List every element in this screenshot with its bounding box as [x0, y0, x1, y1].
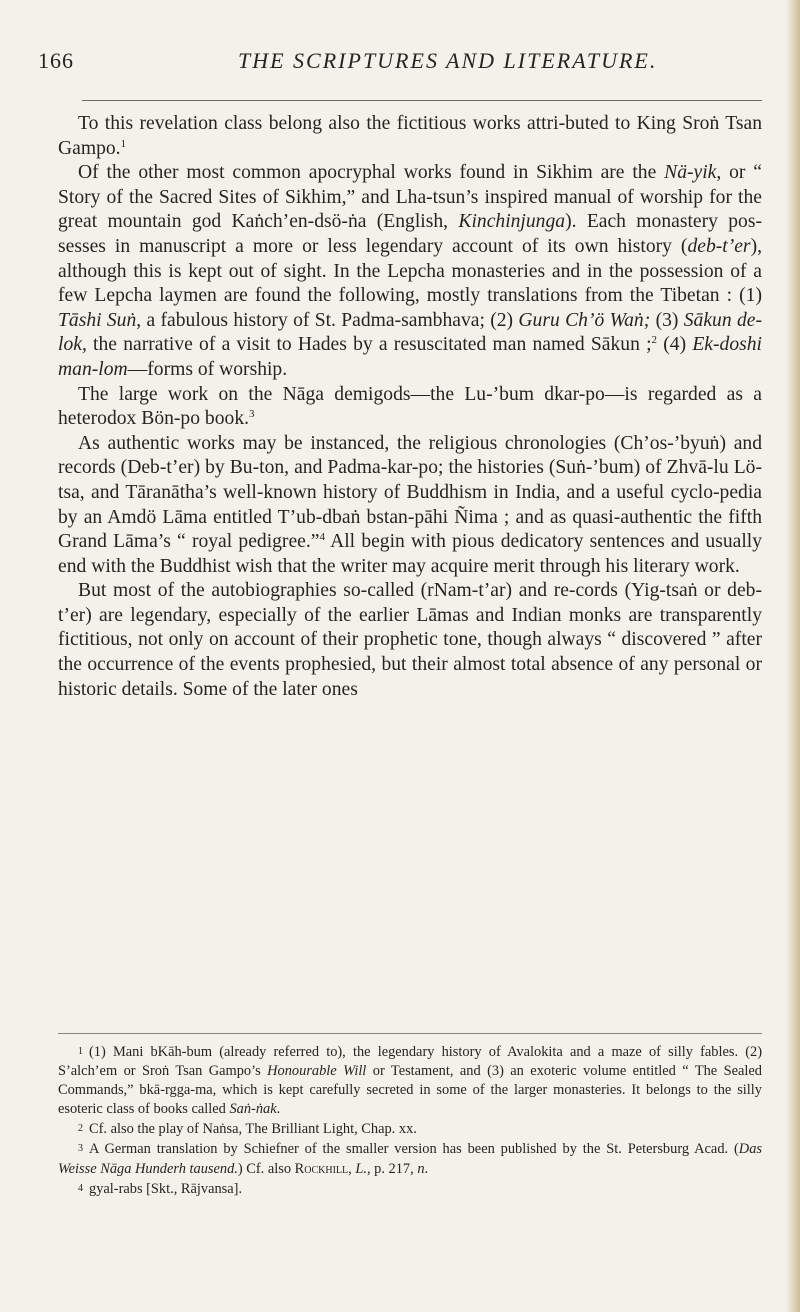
footnote-ref: 1 [120, 137, 127, 150]
footnotes [58, 1042, 762, 1199]
text-run: A German translation by Schiefner of the smaller version has been published by the St. Petersburg Acad. ( [89, 1141, 739, 1158]
title-italic: Nä-yik [664, 162, 717, 184]
footnote-rule [58, 1033, 762, 1034]
author-name: Rockhill [294, 1160, 349, 1177]
text-run: , [348, 1160, 356, 1177]
title-italic: n [417, 1160, 425, 1177]
footnote-number: 2 [78, 1123, 83, 1135]
text-run: All begin with pious dedicatory sentences and usually end with the Buddhist wish that the writer may acquire merit through his literary work. [58, 531, 763, 577]
text-run: , the narrative of a visit to Hades by a resuscitated man named Sākun ; [81, 334, 652, 356]
footnote [58, 1139, 762, 1178]
paragraph [58, 161, 762, 382]
title-italic: Sākun de-lok [58, 309, 762, 356]
text-run: , p. 217, [366, 1160, 418, 1177]
title-italic: Saṅ-ṅak [229, 1101, 277, 1118]
footnote [58, 1042, 762, 1119]
text-run: (1) Mani bKāh-bum (already referred to), the legendary history of Avalokita and a maze of silly fables. (2) S’alch’em or Sroṅ Tsan Gampo’s [58, 1044, 762, 1080]
text-run: . [276, 1101, 281, 1118]
title-italic: Tāshi Suṅ [58, 309, 137, 331]
footnote-number: 1 [78, 1046, 83, 1057]
text-run: ), although this is kept out of sight. In the Lepcha monasteries and in the possession of a few Lepcha laymen are found the following, mostly translations from the Tibetan : (1) [58, 235, 762, 307]
footnote-ref: 3 [249, 408, 255, 421]
footnote-ref: 2 [651, 334, 658, 347]
title-italic: Das Weisse Nāga Hunderh tausend. [58, 1141, 762, 1177]
text-run: , or “ Story of the Sacred Sites of Sikhim,” and Lha-tsun’s inspired manual of worship for the great mountain god Kaṅch’en-dsö-ṅa (English, [58, 162, 762, 233]
text-run: or Testament, and (3) an exoteric volume entitled “ The Sealed Commands,” bkā-rgga-ma, which is kept carefully secreted in some of the larger monasteries. It belongs to the silly esoteric class of books called [58, 1063, 762, 1118]
title-italic: Ek-doshi man-lom [58, 334, 762, 380]
title-italic: L. [355, 1160, 367, 1177]
text-run: Of the other most common apocryphal works found in Sikhim are the [78, 162, 665, 184]
footnote-ref: 4 [319, 531, 325, 544]
text-run: But most of the autobiographies so-called (rNam-t’ar) and re-cords (Yig-tsaṅ or deb-t’er) are legendary, especially of the earlier Lāmas and Indian monks are transparently fictitious, not only on account of their prophetic tone, though always “ discovered ” after the occurrence of the events prophesied, but their almost total absence of any personal or historic details. Some of the later ones [58, 580, 762, 700]
text-run: gyal-rabs [Skt., Rājvansa]. [89, 1180, 243, 1197]
paragraph [58, 579, 762, 702]
title-italic: Honourable Will [267, 1063, 367, 1080]
title-italic: deb-t’er [687, 235, 751, 257]
footnote [58, 1179, 762, 1199]
footnote-number: 4 [78, 1182, 83, 1194]
main-text [58, 112, 762, 702]
title-italic: Kinchinjunga [458, 211, 566, 233]
text-run: Cf. also the play of Naṅsa, The Brilliant Light, Chap. xx. [89, 1121, 417, 1138]
text-run: As authentic works may be instanced, the religious chronologies (Ch’os-’byuṅ) and records (Deb-t’er) by Bu-ton, and Padma-kar-po; the histories (Suṅ-’bum) of Zhvā-lu Lö-tsa, and Tāranātha’s well-known history of Buddhism in India, and a useful cyclo-pedia by an Amdö Lāma entitled T’ub-dbaṅ bstan-pāhi Ñima ; and as quasi-authentic the fifth Grand Lāma’s “ royal pedigree.” [58, 432, 762, 553]
page-header [38, 48, 760, 82]
text-run: To this revelation class belong also the fictitious works attri-buted to King Sroṅ Tsan Gampo. [58, 113, 762, 159]
title-italic: Guru Ch’ö Waṅ; [518, 309, 651, 331]
paragraph [58, 383, 762, 432]
text-run: ) Cf. also [237, 1160, 295, 1177]
text-run: (3) [650, 309, 684, 331]
page-edge-shadow [786, 0, 800, 1312]
text-run: —forms of worship. [127, 358, 288, 380]
header-rule [82, 100, 762, 101]
paragraph [58, 432, 762, 580]
page-number: 166 [38, 48, 74, 73]
paragraph [58, 112, 762, 161]
running-title: THE SCRIPTURES AND LITERATURE. [238, 48, 658, 73]
text-run: The large work on the Nāga demigods—the Lu-’bum dkar-po—is regarded as a heterodox Bön-po book. [58, 383, 762, 430]
text-run: , a fabulous history of St. Padma-sambhava; (2) [136, 309, 519, 331]
footnote-number: 3 [78, 1143, 83, 1155]
text-run: . [424, 1160, 429, 1177]
footnote [58, 1119, 762, 1139]
text-run: ). Each monastery pos-sesses in manuscript a more or less legendary account of its own history ( [58, 211, 762, 257]
text-run: (4) [657, 334, 693, 356]
